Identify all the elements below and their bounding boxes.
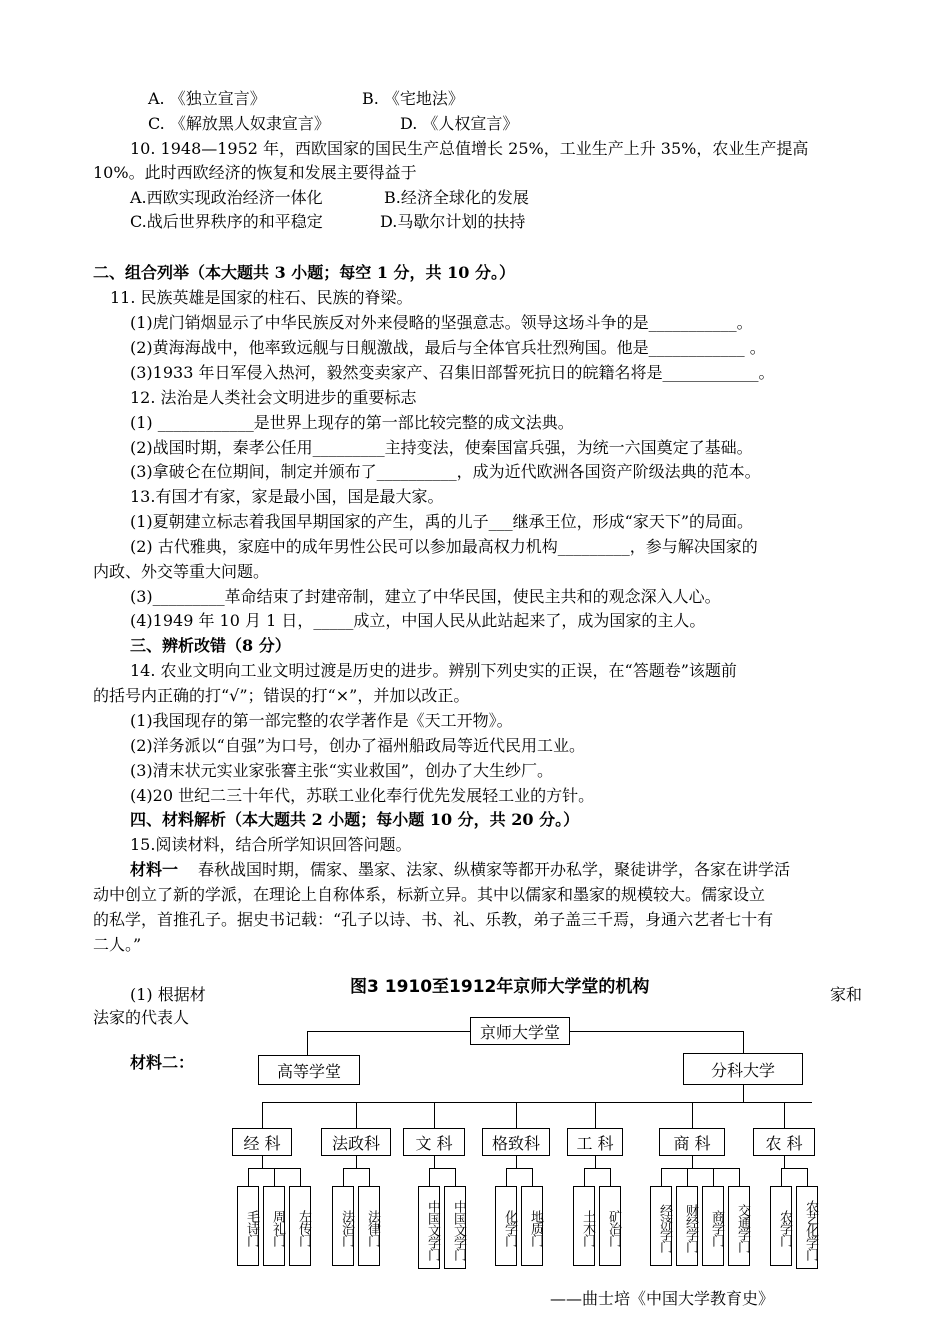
q10-option-d: D.马歇尔计划的扶持 <box>380 212 526 231</box>
connector <box>262 1156 263 1168</box>
q15-part1-line2: 法家的代表人 <box>93 1008 190 1027</box>
q9-option-c: C. 《解放黑人奴隶宣言》 <box>148 114 330 133</box>
q14-stem-line1: 14. 农业文明向工业文明过渡是历史的进步。辨别下列史实的正误，在“答题卷”该题前 <box>130 661 737 680</box>
department-box: 毛诗门 <box>237 1186 259 1266</box>
faculty-box: 文 科 <box>403 1128 465 1156</box>
q10-stem-line1: 10. 1948—1952 年，西欧国家的国民生产总值增长 25%，工业生产上升 35%，农业生产提高 <box>130 139 809 158</box>
faculty-box: 工 科 <box>567 1128 623 1156</box>
connector <box>584 1168 585 1186</box>
connector <box>584 1168 610 1169</box>
q9-option-b: B. 《宅地法》 <box>362 89 464 108</box>
connector <box>781 1168 782 1186</box>
faculty-box: 经 科 <box>232 1128 292 1156</box>
connector <box>356 1156 357 1168</box>
department-box: 化学门 <box>495 1186 517 1266</box>
q13-item-2-line1: (2) 古代雅典，家庭中的成年男性公民可以参加最高权力机构_________，参与解决国家的 <box>130 537 758 556</box>
department-box: 经济学门 <box>650 1186 672 1266</box>
material2-label: 材料二： <box>130 1053 195 1072</box>
faculty-box: 农 科 <box>753 1128 815 1156</box>
q13-item-4: (4)1949 年 10 月 1 日，_____成立，中国人民从此站起来了，成为国家的主人。 <box>130 611 706 630</box>
faculty-box: 格致科 <box>482 1128 550 1156</box>
department-box: 法治门 <box>332 1186 354 1266</box>
connector <box>661 1168 662 1186</box>
section2-heading: 二、组合列举（本大题共 3 小题；每空 1 分，共 10 分。） <box>93 263 515 282</box>
q10-option-b: B.经济全球化的发展 <box>384 188 529 207</box>
department-box: 中国文学门 <box>444 1186 466 1269</box>
department-box: 商学门 <box>702 1186 724 1266</box>
q12-stem: 12. 法治是人类社会文明进步的重要标志 <box>130 388 417 407</box>
q15-part1-left: (1) 根据材 <box>130 985 206 1004</box>
connector <box>532 1168 533 1186</box>
q14-item-3: (3)清末状元实业家张謇主张“实业救国”，创办了大生纱厂。 <box>130 761 554 780</box>
connector <box>307 1031 308 1055</box>
connector <box>343 1168 369 1169</box>
q13-item-1: (1)夏朝建立标志着我国早期国家的产生，禹的儿子___继承王位，形成“家天下”的局面。 <box>130 512 754 531</box>
connector <box>595 1102 596 1128</box>
q13-item-2-line2: 内政、外交等重大问题。 <box>93 562 270 581</box>
connector <box>570 1031 743 1032</box>
department-box: 周礼门 <box>263 1186 285 1266</box>
department-box: 农学门 <box>770 1186 792 1266</box>
q13-item-3: (3)_________革命结束了封建帝制，建立了中华民国，使民主共和的观念深入人心。 <box>130 587 721 606</box>
connector <box>262 1102 812 1103</box>
department-box: 土木门 <box>573 1186 595 1266</box>
material1-line4: 二人。” <box>93 935 142 954</box>
faculty-box: 法政科 <box>321 1128 391 1156</box>
connector <box>434 1156 435 1168</box>
connector <box>429 1168 430 1186</box>
department-box: 左传门 <box>289 1186 311 1266</box>
node-higher-school: 高等学堂 <box>258 1055 360 1085</box>
q13-stem: 13.有国才有家，家是最小国，国是最大家。 <box>130 487 444 506</box>
q11-item-2: (2)黄海海战中，他率致远舰与日舰激战，最后与全体官兵壮烈殉国。他是____________ 。 <box>130 338 766 357</box>
connector <box>262 1102 263 1128</box>
department-box: 地质门 <box>521 1186 543 1266</box>
connector <box>784 1156 785 1168</box>
q11-item-3: (3)1933 年日军侵入热河，毅然变卖家产、召集旧部誓死抗日的皖籍名将是____________。 <box>130 363 775 382</box>
org-chart-figure <box>225 970 845 1330</box>
connector <box>692 1156 693 1168</box>
connector <box>661 1168 739 1169</box>
material1-label: 材料一 <box>130 860 179 879</box>
connector <box>429 1168 455 1169</box>
department-box: 财经学门 <box>676 1186 698 1266</box>
connector <box>743 1085 744 1102</box>
connector <box>300 1168 301 1186</box>
q14-stem-line2: 的括号内正确的打“√”；错误的打“×”，并加以改正。 <box>93 686 470 705</box>
q14-item-4: (4)20 世纪二三十年代，苏联工业化奉行优先发展轻工业的方针。 <box>130 786 595 805</box>
q12-item-1: (1) ____________是世界上现存的第一部比较完整的成文法典。 <box>130 413 574 432</box>
connector <box>274 1168 275 1186</box>
connector <box>692 1102 693 1128</box>
node-root: 京师大学堂 <box>470 1017 570 1045</box>
department-box: 法律门 <box>358 1186 380 1266</box>
connector <box>784 1102 785 1128</box>
faculty-box: 商 科 <box>659 1128 725 1156</box>
connector <box>506 1168 532 1169</box>
q10-stem-line2: 10%。此时西欧经济的恢复和发展主要得益于 <box>93 163 417 182</box>
connector <box>807 1168 808 1186</box>
department-box: 中国文学门 <box>418 1186 440 1269</box>
department-box: 矿冶门 <box>599 1186 621 1266</box>
figure-source: ——曲士培《中国大学教育史》 <box>550 1289 775 1308</box>
connector <box>610 1168 611 1186</box>
q14-item-2: (2)洋务派以“自强”为口号，创办了福州船政局等近代民用工业。 <box>130 736 586 755</box>
connector <box>307 1031 470 1032</box>
q12-item-3: (3)拿破仑在位期间，制定并颁布了__________，成为近代欧洲各国资产阶级法典的范本。 <box>130 462 761 481</box>
connector <box>248 1168 249 1186</box>
connector <box>739 1168 740 1186</box>
connector <box>781 1168 807 1169</box>
connector <box>595 1156 596 1168</box>
connector <box>356 1102 357 1128</box>
section4-heading: 四、材料解析（本大题共 2 小题；每小题 10 分，共 20 分。） <box>130 810 580 829</box>
connector <box>434 1102 435 1128</box>
connector <box>687 1168 688 1186</box>
connector <box>743 1031 744 1053</box>
q15-part1-right: 家和 <box>830 985 863 1004</box>
q11-stem: 11. 民族英雄是国家的柱石、民族的脊梁。 <box>110 288 413 307</box>
material1-text-1: 春秋战国时期，儒家、墨家、法家、纵横家等都开办私学，聚徒讲学，各家在讲学活 <box>198 860 791 879</box>
material1-line1 <box>130 859 790 881</box>
section3-heading: 三、辨析改错（8 分） <box>130 636 291 655</box>
connector <box>455 1168 456 1186</box>
connector <box>343 1168 344 1186</box>
q12-item-2: (2)战国时期，秦孝公任用_________主持变法，使秦国富兵强，为统一六国奠定了基础。 <box>130 438 753 457</box>
figure-title: 图3 1910至1912年京师大学堂的机构 <box>350 977 650 997</box>
connector <box>516 1102 517 1128</box>
department-box: 交通学门 <box>728 1186 750 1266</box>
q11-item-1: (1)虎门销烟显示了中华民族反对外来侵略的坚强意志。领导这场斗争的是___________。 <box>130 313 753 332</box>
department-box: 农艺化学门 <box>796 1186 818 1269</box>
q15-stem: 15.阅读材料，结合所学知识回答问题。 <box>130 835 412 854</box>
connector <box>713 1168 714 1186</box>
connector <box>506 1168 507 1186</box>
material1-line2: 动中创立了新的学派，在理论上自称体系，标新立异。其中以儒家和墨家的规模较大。儒家设立 <box>93 885 766 904</box>
node-division-university: 分科大学 <box>683 1053 803 1085</box>
q10-option-c: C.战后世界秩序的和平稳定 <box>130 212 323 231</box>
q14-item-1: (1)我国现存的第一部完整的农学著作是《天工开物》。 <box>130 711 513 730</box>
q9-option-a: A. 《独立宣言》 <box>148 89 266 108</box>
connector <box>516 1156 517 1168</box>
q9-option-d: D. 《人权宣言》 <box>400 114 519 133</box>
material1-line3: 的私学，首推孔子。据史书记载：“孔子以诗、书、礼、乐教，弟子盖三千焉，身通六艺者七十有 <box>93 910 774 929</box>
q10-option-a: A.西欧实现政治经济一体化 <box>130 188 323 207</box>
connector <box>369 1168 370 1186</box>
